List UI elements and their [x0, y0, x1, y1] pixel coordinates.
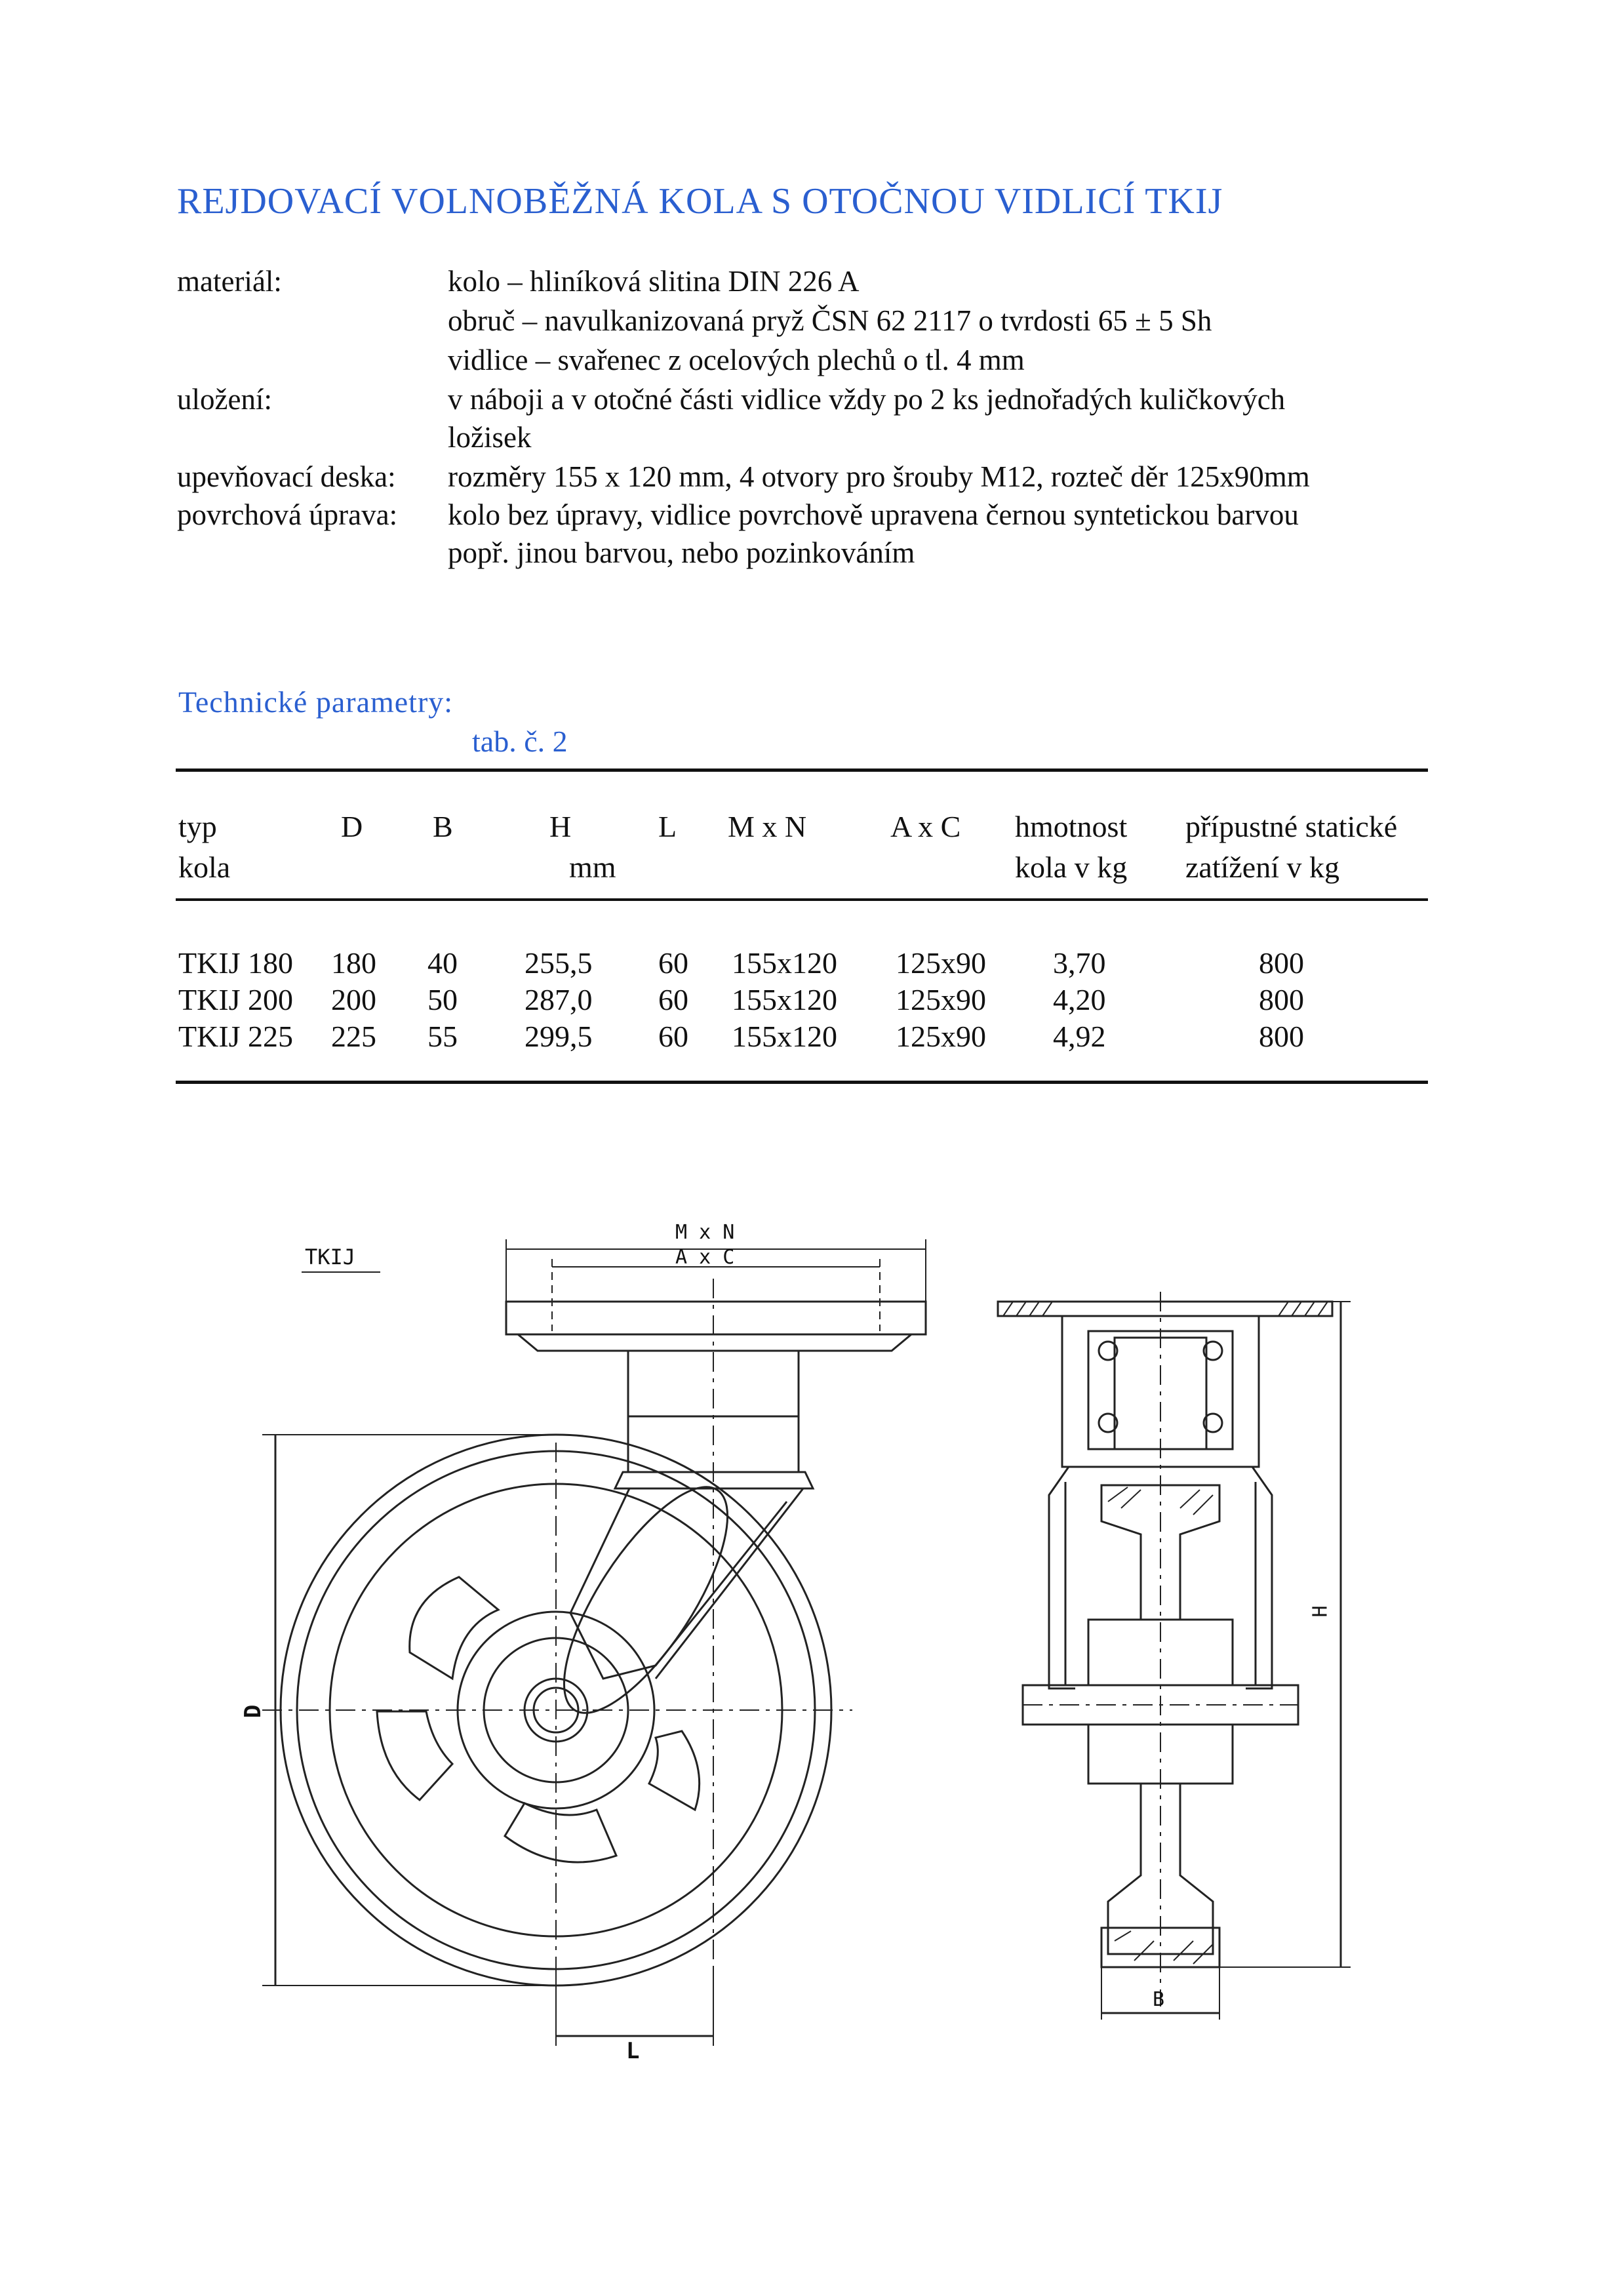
table-cell: 4,20	[1053, 983, 1106, 1016]
uprava-line-2: popř. jinou barvou, nebo pozinkováním	[448, 536, 915, 569]
header-h: H	[549, 810, 572, 843]
ulozeni-label: uložení:	[177, 383, 272, 416]
material-label: materiál:	[177, 265, 282, 298]
header-typ: typ	[178, 810, 217, 843]
table-cell: 125x90	[896, 946, 986, 980]
table-ref: tab. č. 2	[472, 725, 568, 758]
drawing-label-d: D	[240, 1704, 267, 1719]
table-cell: 125x90	[896, 1020, 986, 1053]
table-cell: 299,5	[525, 1020, 593, 1053]
header2-kg: kola v kg	[1015, 850, 1128, 884]
table-cell: TKIJ 225	[178, 1020, 294, 1053]
deska-label: upevňovací deska:	[177, 460, 396, 493]
drawing-label-tkij: TKIJ	[305, 1245, 356, 1269]
uprava-label: povrchová úprava:	[177, 498, 398, 531]
table-cell: 55	[427, 1020, 458, 1053]
table-cell: 180	[331, 946, 376, 980]
table-cell: 200	[331, 983, 376, 1016]
table-cell: TKIJ 200	[178, 983, 294, 1016]
header-b: B	[433, 810, 453, 843]
header-l: L	[658, 810, 677, 843]
drawing-label-b: B	[1153, 1988, 1165, 2011]
drawing-label-axc: A x C	[675, 1246, 735, 1269]
header-axc: A x C	[890, 810, 961, 843]
drawing-label-mxn: M x N	[675, 1221, 735, 1244]
table-cell: 40	[427, 946, 458, 980]
table-cell: 50	[427, 983, 458, 1016]
material-line-3: vidlice – svařenec z ocelových plechů o tl. 4 mm	[448, 344, 1025, 376]
header-hmotnost: hmotnost	[1015, 810, 1128, 843]
uprava-line-1: kolo bez úpravy, vidlice povrchově upravena černou syntetickou barvou	[448, 498, 1299, 531]
table-cell: 4,92	[1053, 1020, 1106, 1053]
material-line-1: kolo – hliníková slitina DIN 226 A	[448, 265, 860, 298]
deska-value: rozměry 155 x 120 mm, 4 otvory pro šrouby M12, rozteč děr 125x90mm	[448, 460, 1310, 493]
tech-heading: Technické parametry:	[178, 685, 454, 719]
drawing-label-h: H	[1309, 1605, 1332, 1618]
header2-mm: mm	[569, 850, 616, 884]
page-title: REJDOVACÍ VOLNOBĚŽNÁ KOLA S OTOČNOU VIDLICÍ TKIJ	[177, 181, 1223, 222]
table-cell: 800	[1259, 1020, 1304, 1053]
table-cell: 60	[658, 946, 688, 980]
table-cell: 155x120	[732, 1020, 837, 1053]
table-cell: 225	[331, 1020, 376, 1053]
table-cell: 155x120	[732, 983, 837, 1016]
table-cell: 287,0	[525, 983, 593, 1016]
table-cell: 800	[1259, 946, 1304, 980]
header-mxn: M x N	[728, 810, 807, 843]
ulozeni-line-1: v náboji a v otočné části vidlice vždy po 2 ks jednořadých kuličkových	[448, 383, 1286, 416]
table-cell: 155x120	[732, 946, 837, 980]
table-cell: 3,70	[1053, 946, 1106, 980]
table-cell: 125x90	[896, 983, 986, 1016]
header2-zatizeni: zatížení v kg	[1185, 850, 1340, 884]
header-d: D	[341, 810, 363, 843]
table-cell: 60	[658, 983, 688, 1016]
drawing-label-l: L	[626, 2038, 640, 2064]
table-cell: 255,5	[525, 946, 593, 980]
header-zatizeni: přípustné statické	[1185, 810, 1398, 843]
ulozeni-line-2: ložisek	[448, 421, 532, 454]
table-cell: 60	[658, 1020, 688, 1053]
table-cell: 800	[1259, 983, 1304, 1016]
material-line-2: obruč – navulkanizovaná pryž ČSN 62 2117 o tvrdosti 65 ± 5 Sh	[448, 304, 1212, 337]
table-cell: TKIJ 180	[178, 946, 294, 980]
header2-kola: kola	[178, 850, 231, 884]
